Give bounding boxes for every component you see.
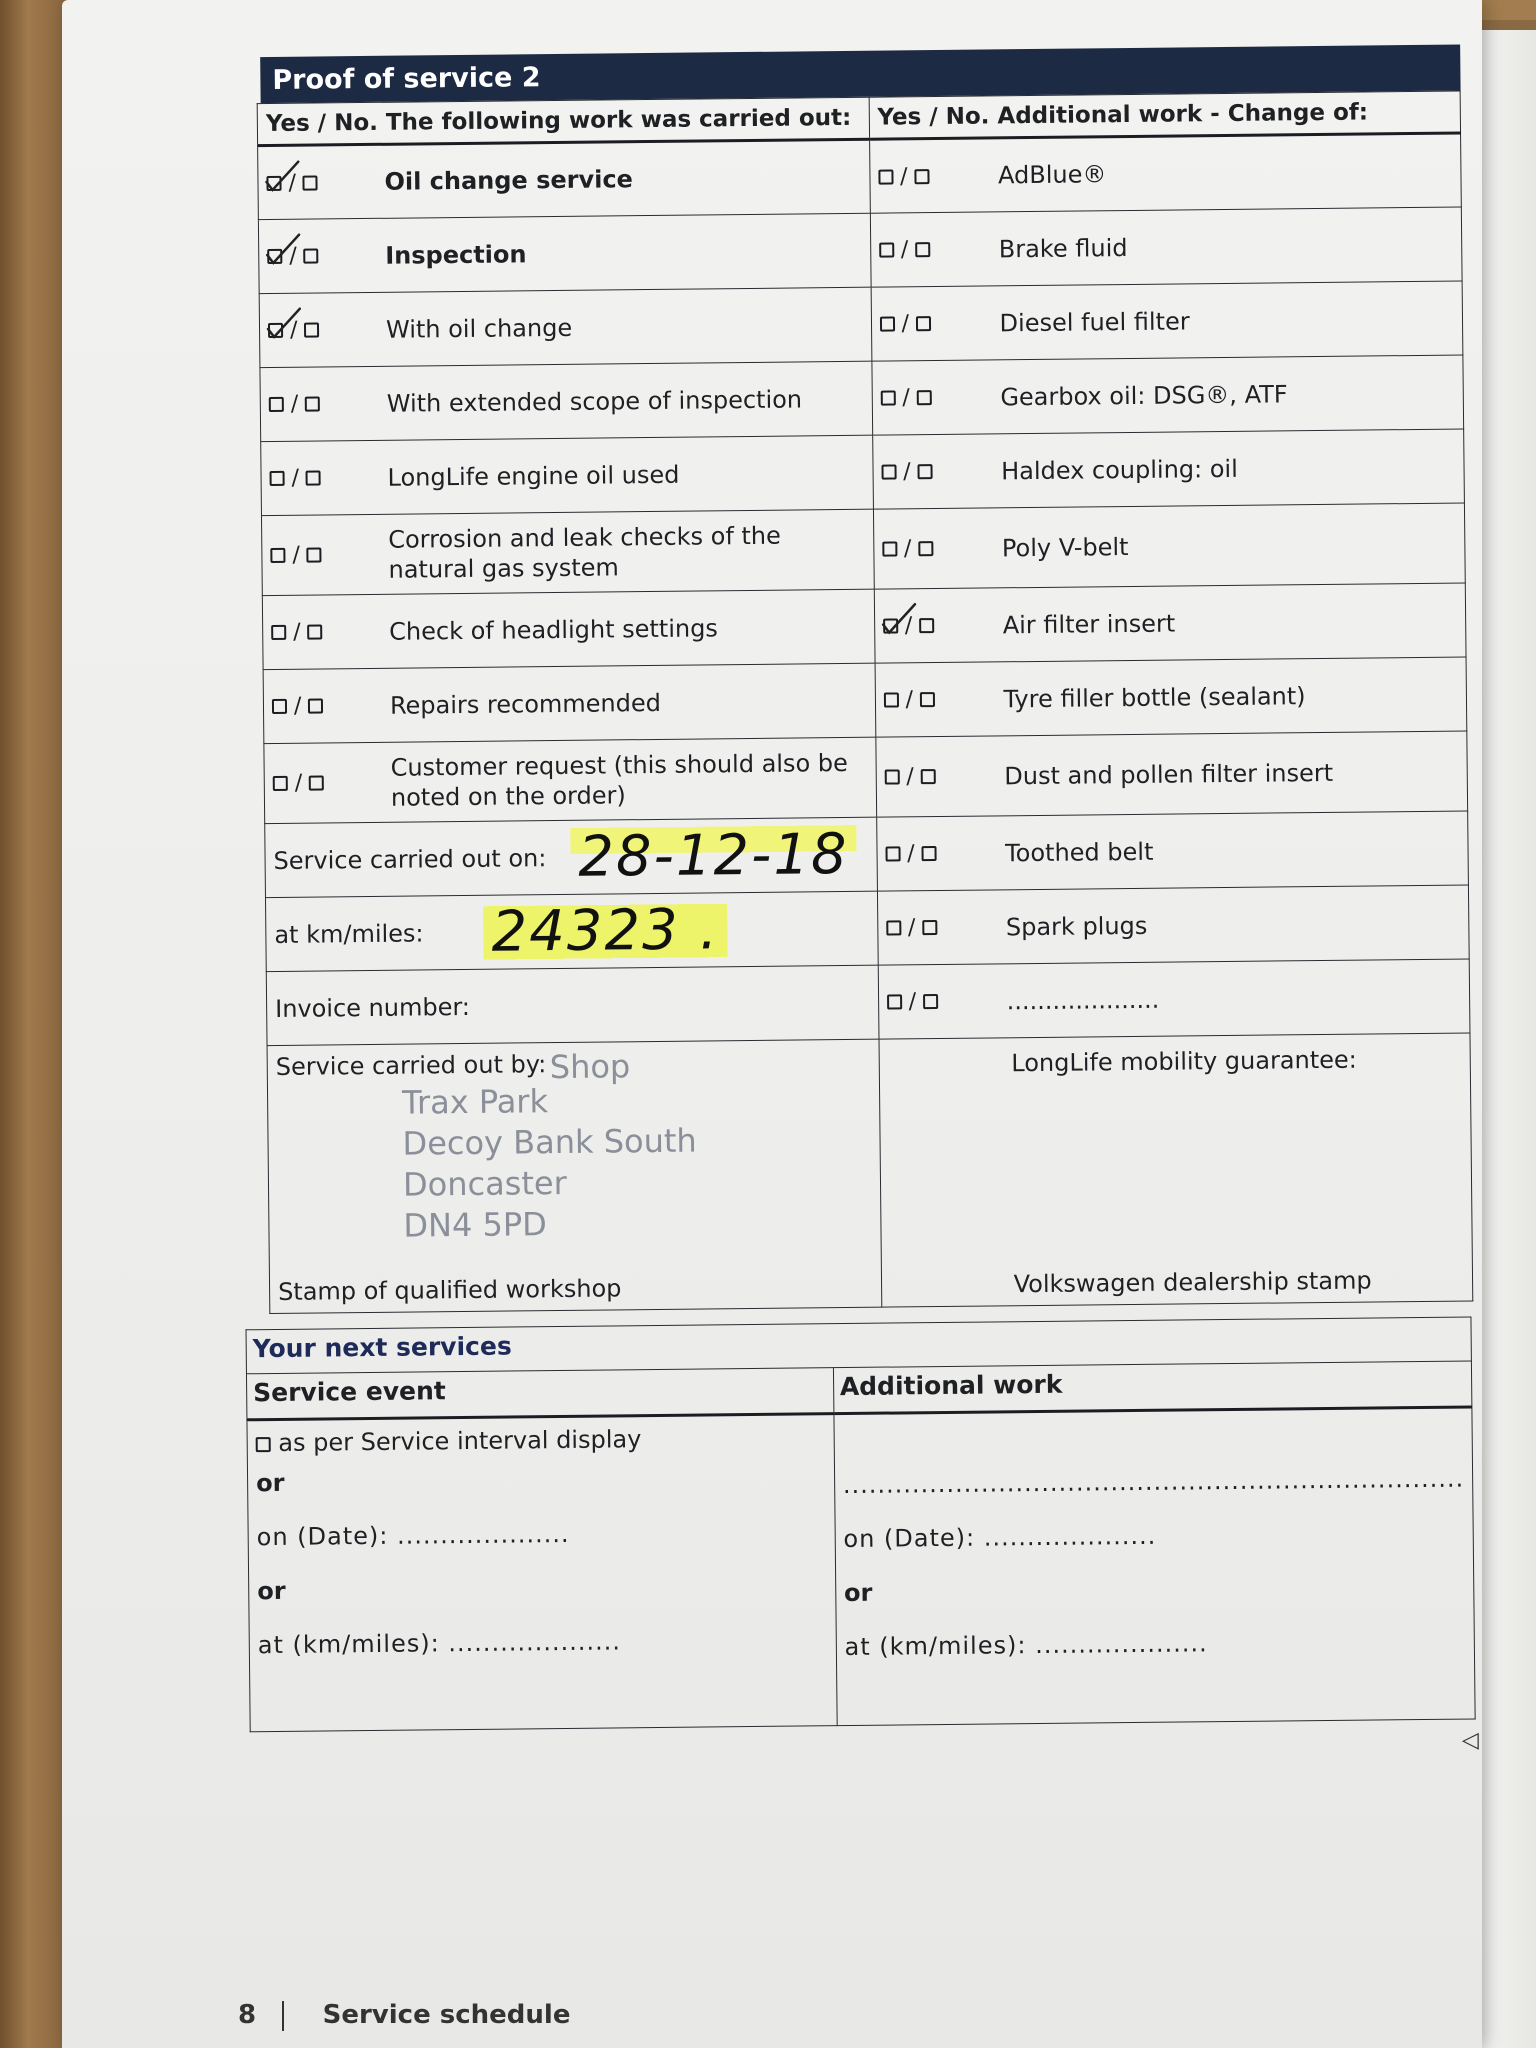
service-booklet-page (62, 0, 1482, 2048)
no-checkbox[interactable] (309, 775, 324, 790)
yes-checkbox[interactable] (887, 994, 902, 1009)
no-checkbox[interactable] (914, 169, 929, 184)
yes-no-checkboxes (882, 535, 1002, 561)
yes-checkbox[interactable] (884, 769, 899, 784)
page-number: 8 (238, 2000, 257, 2030)
guarantee-label: LongLife mobility guarantee: (1011, 1045, 1357, 1078)
right-item (876, 756, 1467, 792)
no-checkbox[interactable] (303, 175, 318, 190)
yes-checkbox[interactable] (885, 846, 900, 861)
right-item-label: Tyre filler bottle (sealant) (1003, 681, 1306, 713)
service-date-value: 28-12-18 (570, 822, 857, 890)
yes-no-checkboxes (883, 612, 1003, 638)
table-row (258, 207, 1462, 294)
left-item-cell (259, 287, 871, 367)
next-services-table (246, 1316, 1476, 1732)
left-item-label: Check of headlight settings (389, 613, 719, 646)
right-item (877, 833, 1468, 869)
mileage-label: at km/miles: (274, 918, 424, 949)
yes-checkbox[interactable] (880, 390, 895, 405)
yes-checkbox[interactable] (270, 548, 285, 563)
yes-checkbox[interactable] (881, 464, 896, 479)
table-row (260, 355, 1464, 442)
right-item-cell (874, 583, 1466, 663)
no-checkbox[interactable] (304, 322, 319, 337)
right-item (875, 679, 1466, 715)
yes-no-separator: / (903, 459, 911, 485)
page-marker-icon: ◁ (1462, 1728, 1479, 1753)
yes-checkbox[interactable] (266, 175, 281, 190)
yes-no-separator: / (292, 542, 300, 568)
or-label: or (843, 1578, 873, 1608)
no-checkbox[interactable] (307, 547, 322, 562)
yes-checkbox[interactable] (878, 169, 893, 184)
yes-no-separator: / (290, 391, 299, 417)
or-label: or (257, 1576, 286, 1606)
right-item (871, 229, 1462, 265)
yes-checkbox[interactable] (879, 242, 894, 257)
left-item-cell (258, 213, 870, 293)
workshop-stamp-line: Shop (549, 1047, 631, 1087)
yes-checkbox[interactable] (273, 776, 288, 791)
left-item (261, 383, 872, 419)
no-checkbox[interactable] (915, 242, 930, 257)
carried-out-by-cell (267, 1039, 881, 1313)
left-item-cell (261, 435, 873, 515)
right-item-cell (870, 207, 1462, 287)
right-item-label: Toothed belt (1004, 837, 1154, 867)
right-item (870, 156, 1461, 192)
handwritten-tick-icon (263, 233, 303, 265)
invoice-label: Invoice number: (275, 992, 471, 1023)
right-item-label: Air filter insert (1002, 609, 1176, 639)
no-checkbox[interactable] (918, 541, 933, 556)
yes-no-checkboxes (271, 619, 389, 645)
table-row (259, 281, 1463, 368)
workshop-stamp-line: Decoy Bank South (402, 1121, 697, 1163)
proof-of-service-table (257, 91, 1474, 1315)
right-item-cell (875, 731, 1467, 817)
no-checkbox[interactable] (921, 769, 936, 784)
right-item-cell (875, 657, 1467, 737)
no-checkbox[interactable] (917, 390, 932, 405)
no-checkbox[interactable] (921, 846, 936, 861)
yes-no-checkboxes (272, 693, 390, 719)
yes-no-checkboxes (883, 686, 1003, 712)
yes-no-checkboxes (270, 542, 388, 568)
right-item (878, 907, 1469, 943)
yes-checkbox[interactable] (882, 541, 897, 556)
next-work-mileage-field: at (km/miles): .................... (844, 1629, 1208, 1662)
next-mileage-field: at (km/miles): .................... (257, 1627, 622, 1660)
checklist-rows (258, 133, 1468, 824)
yes-no-checkboxes (880, 384, 1000, 410)
yes-checkbox[interactable] (880, 316, 895, 331)
yes-no-separator: / (907, 915, 916, 941)
page-footer (238, 2000, 570, 2031)
carried-out-by-label: Service carried out by: (275, 1050, 547, 1081)
next-services-title: Your next services (246, 1317, 1471, 1374)
workshop-stamp-line: Trax Park (401, 1082, 549, 1122)
left-item-label: With extended scope of inspection (386, 384, 803, 418)
yes-checkbox[interactable] (269, 397, 284, 412)
table-row (261, 503, 1465, 596)
left-item-cell (263, 663, 875, 743)
left-item (258, 162, 869, 198)
yes-no-separator: / (907, 841, 915, 867)
service-event-cell (247, 1414, 837, 1732)
yes-no-separator: / (291, 465, 300, 491)
page-content (172, 26, 1531, 1840)
mileage-cell (265, 891, 877, 971)
yes-checkbox[interactable] (886, 920, 901, 935)
left-item-cell (262, 589, 874, 669)
left-item (259, 235, 870, 271)
right-item (875, 605, 1466, 641)
service-date-label: Service carried out on: (273, 843, 547, 875)
right-item-cell (869, 133, 1461, 213)
yes-checkbox[interactable] (267, 249, 282, 264)
invoice-cell (266, 965, 878, 1045)
footer-divider (282, 2001, 284, 2031)
left-item (263, 611, 874, 647)
right-item (873, 451, 1464, 487)
yes-no-separator: / (293, 619, 301, 645)
yes-checkbox[interactable] (272, 699, 287, 714)
yes-no-checkboxes (273, 770, 391, 796)
yes-checkbox[interactable] (268, 323, 283, 338)
right-item-label: Poly V-belt (1001, 532, 1129, 562)
dealer-stamp-caption: Volkswagen dealership stamp (1013, 1266, 1372, 1299)
no-checkbox[interactable] (917, 464, 932, 479)
additional-work-header: Additional work (833, 1361, 1472, 1414)
workshop-stamp-caption: Stamp of qualified workshop (277, 1274, 622, 1306)
yes-no-separator: / (908, 989, 917, 1015)
workshop-stamp (276, 1078, 872, 1248)
yes-no-checkboxes (266, 169, 384, 195)
right-item-cell (871, 281, 1463, 361)
yes-no-checkboxes (269, 391, 387, 417)
yes-no-separator: / (902, 385, 910, 411)
additional-work-field: ........................................................................ (842, 1464, 1465, 1500)
handwritten-tick-icon (879, 602, 919, 634)
right-item-cell (877, 885, 1469, 965)
yes-checkbox[interactable] (271, 625, 286, 640)
yes-no-checkboxes (879, 310, 999, 336)
yes-no-checkboxes (269, 465, 387, 491)
right-item-label: Spark plugs (1005, 911, 1148, 941)
right-item-cell (878, 959, 1470, 1039)
yes-no-separator: / (293, 693, 302, 719)
yes-no-checkboxes (267, 243, 385, 269)
interval-option-label: as per Service interval display (278, 1425, 642, 1457)
left-item (262, 519, 873, 585)
table-row (258, 133, 1462, 220)
yes-no-separator: / (288, 170, 297, 196)
right-item-label: AdBlue® (997, 160, 1107, 190)
service-date-cell (265, 817, 877, 897)
yes-no-checkboxes (886, 914, 1006, 940)
service-event-header: Service event (246, 1368, 833, 1420)
right-item-cell (876, 811, 1468, 891)
left-item-label: LongLife engine oil used (387, 460, 680, 492)
next-work-date-field: on (Date): .................... (843, 1521, 1157, 1554)
left-item-cell (261, 509, 873, 595)
no-checkbox[interactable] (306, 470, 321, 485)
right-column-header: Yes / No. Additional work - Change of: (869, 91, 1461, 139)
yes-no-separator: / (901, 311, 910, 337)
interval-option (256, 1423, 826, 1457)
no-checkbox[interactable] (308, 698, 323, 713)
footer-title: Service schedule (322, 2000, 571, 2030)
checkbox[interactable] (256, 1437, 271, 1452)
yes-no-separator: / (900, 237, 909, 263)
workshop-stamp-line: DN4 5PD (403, 1205, 548, 1245)
yes-no-checkboxes (878, 163, 998, 189)
table-row (264, 731, 1468, 824)
left-item (261, 457, 872, 493)
right-item-label: Haldex coupling: oil (1000, 454, 1238, 485)
left-item-cell (260, 361, 872, 441)
left-item-label: With oil change (385, 313, 573, 344)
table-row (261, 429, 1465, 516)
yes-no-separator: / (905, 687, 914, 713)
left-item-label: Customer request (this should also be noted on the order) (390, 748, 848, 812)
yes-checkbox[interactable] (270, 471, 285, 486)
handwritten-tick-icon (264, 307, 304, 339)
left-item-label: Corrosion and leak checks of the natural gas system (388, 521, 781, 584)
right-item-label: Brake fluid (998, 233, 1128, 263)
no-checkbox[interactable] (308, 624, 323, 639)
next-date-field: on (Date): .................... (256, 1519, 570, 1552)
left-item-label: Oil change service (384, 165, 634, 196)
no-checkbox[interactable] (923, 994, 938, 1009)
workshop-stamp-line: Doncaster (402, 1163, 567, 1204)
yes-checkbox[interactable] (883, 692, 898, 707)
yes-no-checkboxes (879, 236, 999, 262)
no-checkbox[interactable] (922, 920, 937, 935)
left-item-label: Inspection (385, 239, 527, 270)
right-item-label: Gearbox oil: DSG®, ATF (1000, 379, 1288, 411)
table-row (262, 583, 1466, 670)
no-checkbox[interactable] (304, 248, 319, 263)
table-row (263, 657, 1467, 744)
right-item-label: .................... (1006, 985, 1160, 1015)
no-checkbox[interactable] (920, 692, 935, 707)
handwritten-tick-icon (262, 159, 302, 191)
right-item (871, 303, 1462, 339)
or-label: or (255, 1468, 285, 1498)
left-item-cell (258, 139, 870, 219)
right-item-label: Dust and pollen filter insert (1004, 758, 1334, 790)
yes-no-separator: / (904, 613, 913, 639)
no-checkbox[interactable] (305, 396, 320, 411)
right-item-cell (872, 429, 1464, 509)
left-item (264, 685, 875, 721)
yes-no-separator: / (294, 770, 303, 796)
section-title: Proof of service 2 (260, 45, 1460, 104)
mileage-value: 24323 . (483, 897, 727, 965)
right-item (872, 377, 1463, 413)
right-item (874, 528, 1465, 564)
left-item (260, 309, 871, 345)
yes-no-checkboxes (887, 988, 1007, 1014)
no-checkbox[interactable] (916, 316, 931, 331)
left-column-header: Yes / No. The following work was carried out: (257, 97, 869, 145)
left-item-label: Repairs recommended (389, 688, 662, 720)
yes-checkbox[interactable] (883, 618, 898, 633)
yes-no-separator: / (903, 536, 912, 562)
additional-work-cell (834, 1407, 1476, 1726)
yes-no-separator: / (906, 764, 914, 790)
yes-no-checkboxes (884, 763, 1004, 789)
right-item-cell (871, 355, 1463, 435)
left-item (264, 747, 875, 813)
yes-no-checkboxes (881, 458, 1001, 484)
yes-no-separator: / (289, 243, 297, 269)
yes-no-checkboxes (268, 317, 386, 343)
right-item-label: Diesel fuel filter (999, 306, 1190, 337)
left-item-cell (264, 737, 876, 823)
right-item-cell (873, 503, 1465, 589)
yes-no-separator: / (289, 317, 298, 343)
yes-no-separator: / (899, 163, 908, 189)
no-checkbox[interactable] (919, 618, 934, 633)
right-item (879, 981, 1470, 1017)
guarantee-cell (879, 1033, 1473, 1307)
yes-no-checkboxes (885, 840, 1005, 866)
table-surface-left (0, 0, 70, 2048)
